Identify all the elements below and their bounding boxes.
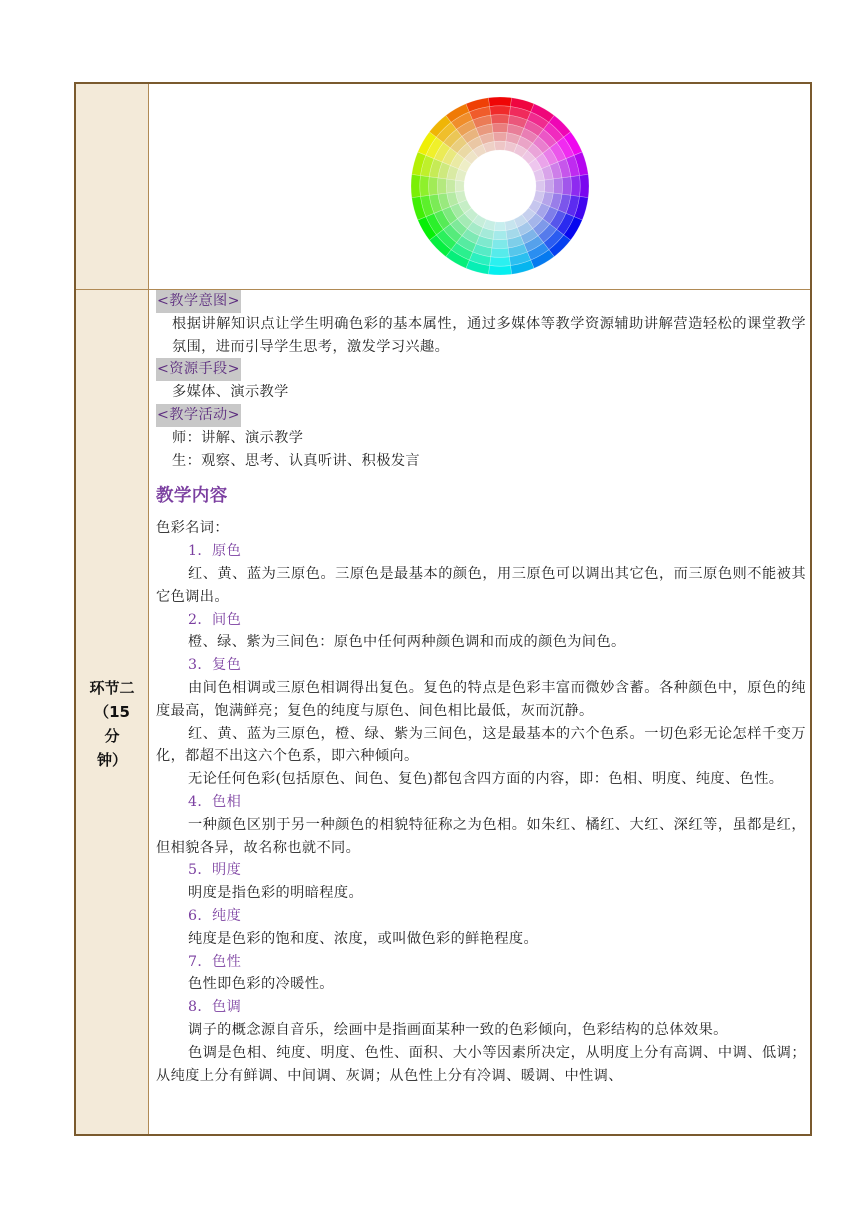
term-paragraph: 红、黄、蓝为三原色，橙、绿、紫为三间色，这是最基本的六个色系。一切色彩无论怎样千变万化，都超不出这六个色系，即六种倾向。 [156, 725, 806, 765]
stage-label [84, 676, 140, 772]
term-title: 4．色相 [188, 793, 242, 810]
term-title: 7．色性 [188, 953, 242, 970]
color-wheel-segment [562, 177, 571, 196]
resource-text: 多媒体、演示教学 [172, 384, 289, 401]
lesson-table [74, 82, 812, 1136]
term-paragraph: 调子的概念源自音乐，绘画中是指画面某种一致的色彩倾向，色彩结构的总体效果。 [188, 1021, 728, 1038]
activity-label: <教学活动> [156, 404, 241, 427]
intent-text: 根据讲解知识点让学生明确色彩的基本属性，通过多媒体等教学资源辅助讲解营造轻松的课堂教学氛围，进而引导学生思考，激发学习兴趣。 [172, 315, 806, 355]
color-wheel-segment [488, 97, 511, 107]
color-wheel-segment [494, 141, 506, 150]
color-wheel-segment [494, 222, 506, 231]
term-title: 5．明度 [188, 862, 242, 879]
stage-label-line1: 环节二 [89, 679, 135, 697]
intent-label: <教学意图> [156, 290, 241, 313]
color-wheel-segment [571, 176, 580, 197]
term-paragraph: 纯度是色彩的饱和度、浓度，或叫做色彩的鲜艳程度。 [188, 930, 539, 947]
color-wheel-segment [553, 178, 562, 194]
activity-student: 生：观察、思考、认真听讲、积极发言 [172, 452, 420, 469]
color-wheel-segment [488, 265, 511, 275]
term-paragraph: 橙、绿、紫为三间色：原色中任何两种颜色调和而成的颜色为间色。 [188, 634, 626, 651]
color-wheel-segment [579, 174, 589, 197]
color-wheel-segment [420, 176, 429, 197]
color-wheel-segment [411, 174, 421, 197]
color-wheel-segment [438, 178, 447, 194]
color-wheel-segment [491, 115, 510, 124]
color-wheel-segment [490, 106, 511, 115]
color-wheel-segment [492, 124, 508, 133]
color-wheel-segment [429, 177, 438, 196]
term-list [156, 540, 806, 1087]
stage-column [76, 84, 149, 1134]
term-title: 2．间色 [188, 611, 242, 628]
term-title: 8．色调 [188, 999, 242, 1016]
term-paragraph: 明度是指色彩的明暗程度。 [188, 885, 364, 902]
term-paragraph: 一种颜色区别于另一种颜色的相貌特征称之为色相。如朱红、橘红、大红、深红等，虽都是红，但相貌各异，故名称也就不同。 [156, 816, 806, 856]
color-wheel-segment [455, 180, 464, 192]
lesson-content [156, 290, 806, 1087]
color-wheel-segment [491, 248, 510, 257]
term-paragraph: 无论任何色彩(包括原色、间色、复色)都包含四方面的内容，即：色相、明度、纯度、色性。 [188, 771, 784, 788]
color-wheel-segment [490, 257, 511, 266]
stage-label-line3: 钟） [96, 751, 127, 769]
term-title: 1．原色 [188, 543, 242, 560]
term-paragraph: 色性即色彩的冷暖性。 [188, 976, 334, 993]
resource-label: <资源手段> [156, 358, 241, 381]
color-wheel-segment [536, 180, 545, 192]
content-heading: 教学内容 [156, 486, 228, 507]
stage-label-line2: （15 分 [94, 703, 130, 745]
color-wheel-segment [446, 179, 455, 193]
color-wheel-segment [493, 230, 507, 239]
content-intro: 色彩名词： [156, 520, 229, 537]
color-wheel-segment [493, 132, 507, 141]
term-title: 6．纯度 [188, 907, 242, 924]
term-paragraph: 红、黄、蓝为三原色。三原色是最基本的颜色，用三原色可以调出其它色，而三原色则不能被其它色调出。 [156, 565, 806, 605]
term-paragraph: 由间色相调或三原色相调得出复色。复色的特点是色彩丰富而微妙含蓄。各种颜色中，原色的纯度最高，饱满鲜亮；复色的纯度与原色、间色相比最低，灰而沉静。 [156, 679, 806, 719]
color-wheel-image [410, 96, 590, 276]
term-paragraph: 色调是色相、纯度、明度、色性、面积、大小等因素所决定，从明度上分有高调、中调、低调；从纯度上分有鲜调、中间调、灰调；从色性上分有冷调、暖调、中性调、 [156, 1044, 806, 1084]
color-wheel-segment [544, 179, 553, 193]
color-wheel [410, 96, 590, 276]
term-title: 3．复色 [188, 657, 242, 674]
activity-teacher: 师：讲解、演示教学 [172, 429, 304, 446]
color-wheel-segment [492, 239, 508, 248]
